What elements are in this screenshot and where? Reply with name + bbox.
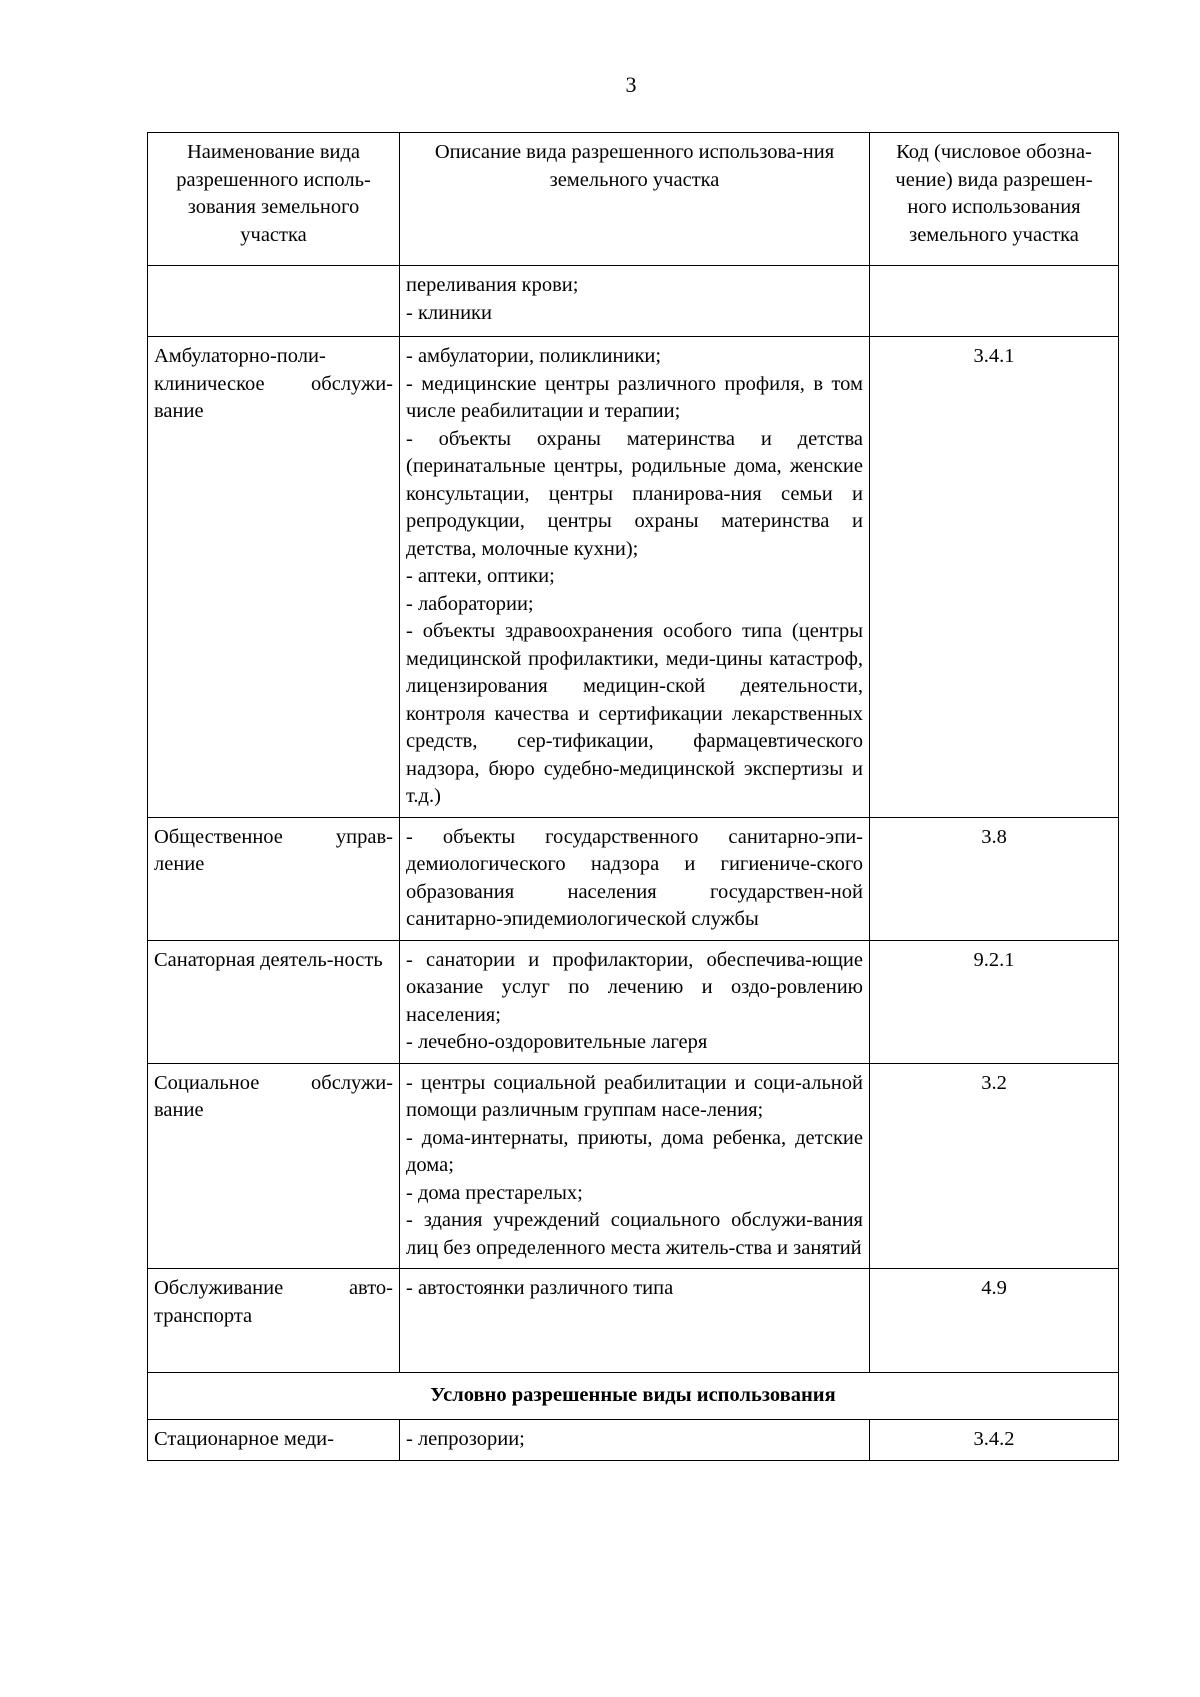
- use-code: [870, 266, 1119, 337]
- table-row: [148, 817, 1119, 940]
- header-code: Код (числовое обозна-чение) вида разрешен-ного использования земельного участка: [870, 133, 1119, 266]
- use-name: Социальное обслужи-вание: [148, 1063, 400, 1269]
- use-code: 3.4.2: [870, 1420, 1119, 1461]
- page-number: 3: [625, 72, 637, 97]
- description-line: - объекты здравоохранения особого типа (центры медицинской профилактики, меди-цины катастроф, лицензирования медицин-ской деятельности, контроля качества и сертификации лекарственных средств, сер-тификации, фармацевтического надзора, бюро судебно-медицинской экспертизы и т.д.): [406, 620, 863, 807]
- use-code: 9.2.1: [870, 940, 1119, 1063]
- use-code: 3.2: [870, 1063, 1119, 1269]
- table-row: [148, 337, 1119, 818]
- use-code: 3.4.1: [870, 337, 1119, 818]
- header-description: Описание вида разрешенного использова-ния земельного участка: [400, 133, 870, 266]
- description-line: - клиники: [406, 301, 492, 324]
- description-line: - лаборатории;: [406, 592, 534, 615]
- use-code: 3.8: [870, 817, 1119, 940]
- description-line: - лечебно-оздоровительные лагеря: [406, 1031, 708, 1053]
- section-row: [148, 1373, 1119, 1420]
- table-row: [148, 1420, 1119, 1461]
- section-title: Условно разрешенные виды использования: [148, 1373, 1119, 1420]
- description-line: - амбулатории, поликлиники;: [406, 345, 662, 367]
- use-description: [400, 266, 870, 337]
- table-header-row: [148, 133, 1119, 266]
- land-use-table: [147, 132, 1119, 1461]
- header-name: Наименование вида разрешенного исполь-зования земельного участка: [148, 133, 400, 266]
- use-description: [400, 337, 870, 818]
- table-row: [148, 1063, 1119, 1269]
- use-description: [400, 940, 870, 1063]
- description-line: - медицинские центры различного профиля, в том числе реабилитации и терапии;: [406, 372, 863, 422]
- description-line: - объекты государственного санитарно-эпи-демиологического надзора и гигиениче-ского образования населения государствен-ной санитарно-эпидемиологической службы: [406, 825, 863, 930]
- table-row: [148, 1269, 1119, 1373]
- use-name: Общественное управ-ление: [148, 817, 400, 940]
- use-code: 4.9: [870, 1269, 1119, 1373]
- use-description: [400, 1269, 870, 1373]
- use-name: Стационарное меди-: [148, 1420, 400, 1461]
- use-description: [400, 1063, 870, 1269]
- description-line: - объекты охраны материнства и детства (перинатальные центры, родильные дома, женские консультации, центры планирова-ния семьи и репродукции, центры охраны материнства и детства, молочные кухни);: [406, 427, 863, 560]
- description-line: - дома-интернаты, приюты, дома ребенка, детские дома;: [406, 1126, 863, 1176]
- description-line: - дома престарелых;: [406, 1181, 583, 1204]
- use-name: Амбулаторно-поли-клиническое обслужи-вание: [148, 337, 400, 818]
- description-line: - автостоянки различного типа: [406, 1277, 674, 1299]
- use-description: [400, 817, 870, 940]
- use-name: Санаторная деятель-ность: [148, 940, 400, 1063]
- description-line: - здания учреждений социального обслужи-вания лиц без определенного места житель-ства и занятий: [406, 1209, 863, 1259]
- description-line: переливания крови;: [406, 274, 579, 296]
- description-line: - аптеки, оптики;: [406, 565, 555, 587]
- use-name: Обслуживание авто-транспорта: [148, 1269, 400, 1373]
- description-line: - центры социальной реабилитации и соци-альной помощи различным группам насе-ления;: [406, 1071, 863, 1121]
- use-description: [400, 1420, 870, 1461]
- table-row: [148, 940, 1119, 1063]
- use-name: [148, 266, 400, 337]
- description-line: - санатории и профилактории, обеспечива-ющие оказание услуг по лечению и оздо-ровлению населения;: [406, 948, 863, 1026]
- table-row: [148, 266, 1119, 337]
- description-line: - лепрозории;: [406, 1428, 525, 1450]
